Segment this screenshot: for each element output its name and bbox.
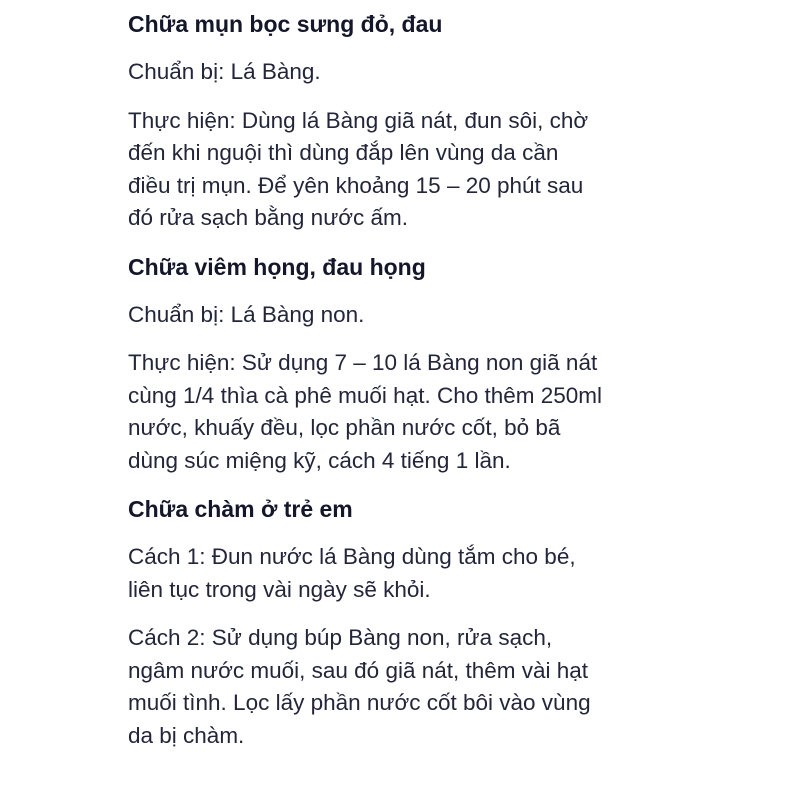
paragraph-instructions — [128, 105, 788, 235]
section-title: Chữa mụn bọc sưng đỏ, đau — [128, 11, 443, 37]
text-line: điều trị mụn. Để yên khoảng 15 – 20 phút sau — [128, 172, 584, 198]
section-acne — [128, 8, 788, 235]
text-line: Thực hiện: Sử dụng 7 – 10 lá Bàng non giã nát — [128, 350, 598, 375]
paragraph-preparation — [128, 299, 788, 332]
text-line: Chuẩn bị: Lá Bàng non. — [128, 301, 365, 327]
text-line: muối tình. Lọc lấy phần nước cốt bôi vào vùng — [128, 690, 591, 715]
text-line: Cách 2: Sử dụng búp Bàng non, rửa sạch, — [128, 625, 553, 650]
paragraph-preparation — [128, 56, 788, 89]
article-content — [128, 8, 788, 768]
text-line: đến khi nguội thì dùng đắp lên vùng da cần — [128, 140, 559, 165]
section-sore-throat — [128, 251, 788, 478]
text-line: liên tục trong vài ngày sẽ khỏi. — [128, 576, 431, 602]
paragraph-method-2 — [128, 622, 788, 752]
section-title: Chữa viêm họng, đau họng — [128, 253, 426, 280]
text-line: đó rửa sạch bằng nước ấm. — [128, 205, 409, 230]
text-line: ngâm nước muối, sau đó giã nát, thêm vài hạt — [128, 657, 589, 683]
text-line: dùng súc miệng kỹ, cách 4 tiếng 1 lần. — [128, 447, 511, 473]
text-line: Thực hiện: Dùng lá Bàng giã nát, đun sôi, chờ — [128, 107, 589, 133]
text-line: Cách 1: Đun nước lá Bàng dùng tắm cho bé, — [128, 544, 576, 569]
section-title: Chữa chàm ở trẻ em — [128, 496, 353, 522]
text-line: da bị chàm. — [128, 722, 245, 748]
paragraph-method-1 — [128, 541, 788, 606]
text-line: cùng 1/4 thìa cà phê muối hạt. Cho thêm 250ml — [128, 382, 603, 408]
paragraph-instructions — [128, 347, 788, 477]
section-eczema — [128, 493, 788, 752]
text-line: Chuẩn bị: Lá Bàng. — [128, 59, 321, 84]
text-line: nước, khuấy đều, lọc phần nước cốt, bỏ bã — [128, 415, 561, 440]
